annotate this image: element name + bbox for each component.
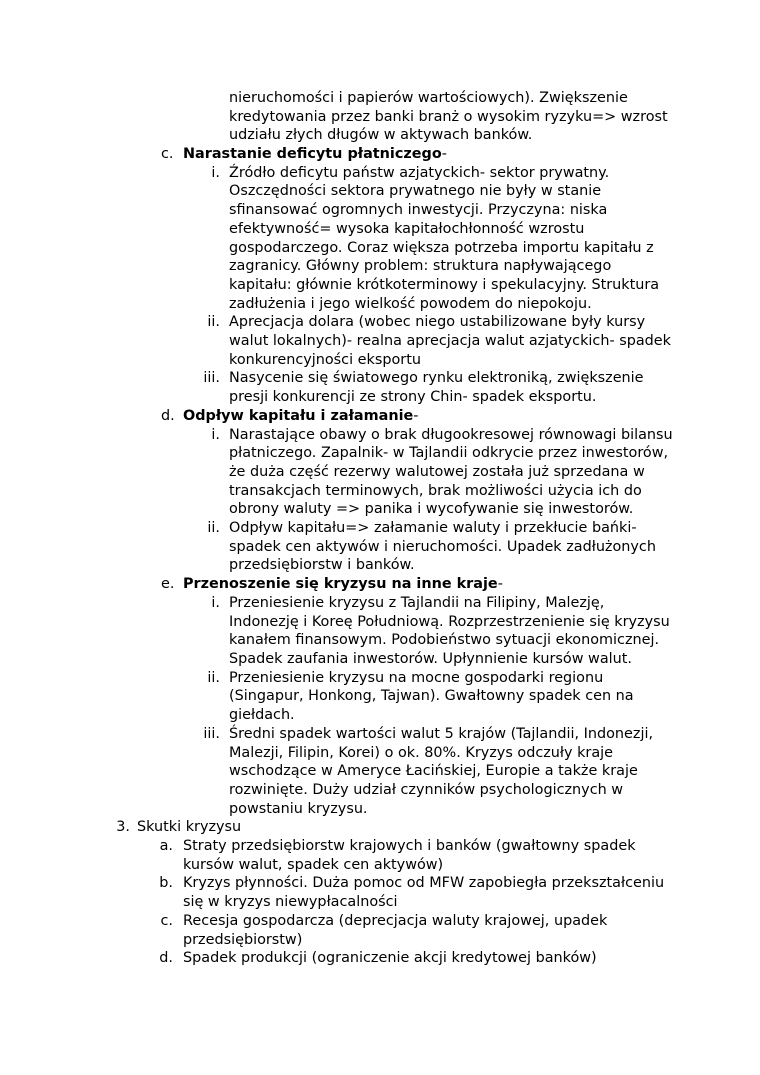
item-text: Nasycenie się światowego rynku elektroniką, zwiększenie presji konkurencji ze strony Chin- spadek eksportu. [229,370,644,406]
section-3-marker: 3. [116,819,130,836]
item-text: Kryzys płynności. Duża pomoc od MFW zapobiegła przekształceniu się w kryzys niewypłacalności [183,875,665,911]
section-3-item [159,949,673,968]
continuation-paragraph: nieruchomości i papierów wartościowych). Zwiększenie kredytowania przez banki branż o wysokim ryzyku=> wzrost udziału złych długów w aktywach banków. [229,90,668,144]
item-text: Straty przedsiębiorstw krajowych i banków (gwałtowny spadek kursów walut, spadek cen aktywów) [183,838,636,873]
section-d-dash: - [413,407,419,424]
item-text: Aprecjacja dolara (wobec niego ustabilizowane były kursy walut lokalnych)- realna aprecjacja walut azjatyckich- spadek konkurencyjności eksportu [229,314,671,368]
item-text: Spadek produkcji (ograniczenie akcji kredytowej banków) [183,950,597,967]
section-d-heading [161,407,683,426]
item-marker: i. [211,164,220,181]
section-c-item [207,313,674,369]
section-c-title: Narastanie deficytu płatniczego [183,146,442,162]
section-d-title: Odpływ kapitału i załamanie [183,407,414,424]
item-marker: ii. [207,520,220,537]
item-marker: i. [211,426,220,443]
item-text: Narastające obawy o brak długookresowej równowagi bilansu płatniczego. Zapalnik- w Tajlandii odkrycie przez inwestorów, że duża część rezerwy walutowej została już sprzedana w transakcjach terminowych, brak możliwości użycia ich do obrony waluty => panika i wycofywanie się inwestorów. [229,426,673,518]
item-marker: i. [211,594,220,611]
section-3-item [160,912,673,949]
section-e-heading [161,575,683,594]
section-c-marker: c. [161,146,174,162]
item-text: Źródło deficytu państw azjatyckich- sektor prywatny. Oszczędności sektora prywatnego nie były w stanie sfinansować ogromnych inwestycji. Przyczyna: niska efektywność= wysoka kapitałochłonność wzrostu gospodarczego. Coraz większa potrzeba importu kapitału z zagranicy. Główny problem: struktura napływającego kapitału: głównie krótkoterminowy i spekulacyjny. Struktura zadłużenia i jego wielkość powodem do niepokoju. [229,164,660,312]
section-c-dash: - [441,146,447,162]
section-e-title: Przenoszenie się kryzysu na inne kraje [183,576,498,593]
item-marker: ii. [207,314,220,331]
item-text: Odpływ kapitału=> załamanie waluty i przekłucie bańki- spadek cen aktywów i nieruchomości. Upadek zadłużonych przedsiębiorstw i banków. [229,520,656,574]
section-c-item [211,164,674,314]
section-c-heading [161,145,683,164]
section-3-title: Skutki kryzysu [137,819,242,836]
item-marker: b. [159,875,173,892]
section-e-item [207,669,674,725]
section-3-item [159,837,673,874]
outline-body [0,145,760,968]
item-text: Przeniesienie kryzysu na mocne gospodarki regionu (Singapur, Honkong, Tajwan). Gwałtowny spadek cen na giełdach. [229,669,634,724]
section-d-item [211,426,674,520]
item-marker: c. [160,912,173,929]
item-marker: a. [159,838,173,855]
item-text: Przeniesienie kryzysu z Tajlandii na Filipiny, Malezję, Indonezję i Koreę Południową. Rozprzestrzenienie się kryzysu kanałem finansowym. Podobieństwo sytuacji ekonomicznej. Spadek zaufania inwestorów. Upłynnienie kursów walut. [229,594,670,667]
item-marker: ii. [207,669,220,686]
section-c-item [203,369,674,406]
item-text: Recesja gospodarcza (deprecjacja waluty krajowej, upadek przedsiębiorstw) [183,912,608,948]
item-text: Średni spadek wartości walut 5 krajów (Tajlandii, Indonezji, Malezji, Filipin, Korei) o ok. 80%. Kryzys odczuły kraje wschodzące w Ameryce Łacińskiej, Europie a także kraje rozwinięte. Duży udział czynników psychologicznych w powstaniu kryzysu. [229,725,654,817]
section-e-item [203,725,674,819]
section-3-item [159,874,673,911]
section-e-item [211,594,674,669]
section-d-marker: d. [161,407,175,424]
item-marker: d. [159,950,173,967]
section-d-item [207,519,674,575]
item-marker: iii. [203,725,220,742]
item-marker: iii. [203,370,220,387]
section-3-heading [116,818,637,837]
section-e-marker: e. [161,576,175,593]
section-e-dash: - [497,576,503,593]
